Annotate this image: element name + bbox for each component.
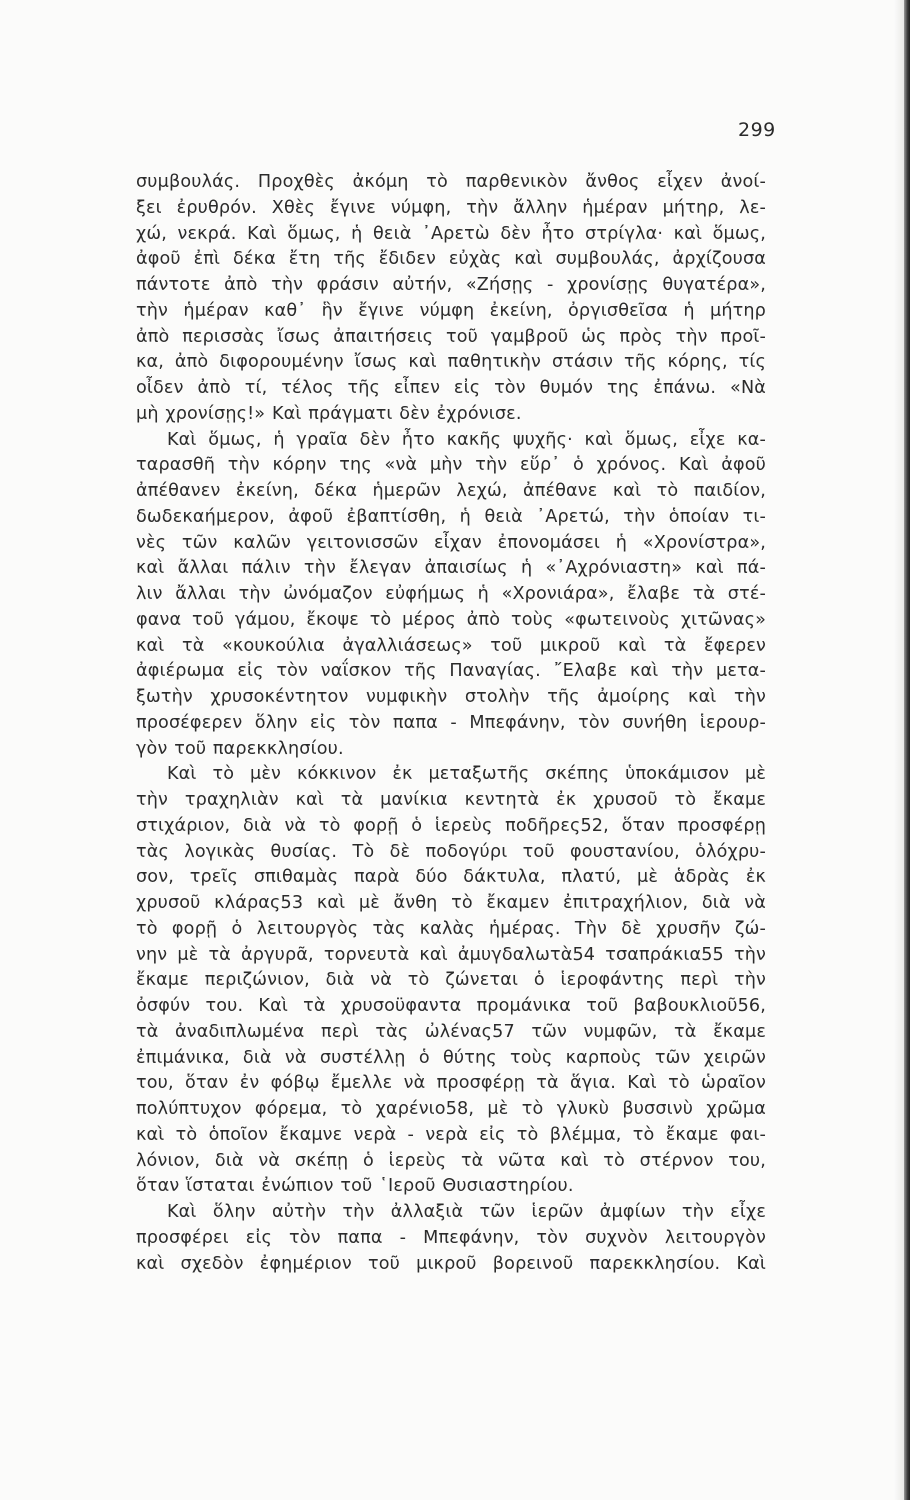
text-line: του, ὅταν ἐν φόβῳ ἔμελλε νὰ προσφέρῃ τὰ ἅγια. Καὶ τὸ ὡραῖον bbox=[136, 1073, 766, 1094]
text-line: ἀφιέρωμα εἰς τὸν ναΐσκον τῆς Παναγίας. ῎Ελαβε καὶ τὴν μετα- bbox=[136, 661, 766, 682]
text-line: φανα τοῦ γάμου, ἔκοψε τὸ μέρος ἀπὸ τοὺς «φωτεινοὺς χιτῶνας» bbox=[136, 609, 766, 630]
text-line: τὰ ἀναδιπλωμένα περὶ τὰς ὠλένας57 τῶν νυμφῶν, τὰ ἔκαμε bbox=[136, 1021, 766, 1042]
text-line: προσφέρει εἰς τὸν παπα - Μπεφάνην, τὸν συχνὸν λειτουργὸν bbox=[136, 1227, 766, 1248]
text-line: σον, τρεῖς σπιθαμὰς παρὰ δύο δάκτυλα, πλατύ, μὲ ἁδρὰς ἐκ bbox=[136, 867, 766, 888]
text-line: τὴν ἡμέραν καθ᾿ ἣν ἔγινε νύμφη ἐκείνη, ὀργισθεῖσα ἡ μήτηρ bbox=[136, 300, 766, 321]
text-line: ὅταν ἵσταται ἐνώπιον τοῦ ῾Ιεροῦ Θυσιαστηρίου. bbox=[136, 1176, 574, 1197]
text-line: νην μὲ τὰ ἀργυρᾶ, τορνευτὰ καὶ ἀμυγδαλωτὰ54 τσαπράκια55 τὴν bbox=[136, 944, 766, 965]
page-edge-shadow bbox=[894, 0, 904, 1500]
text-line: τὴν τραχηλιὰν καὶ τὰ μανίκια κεντητὰ ἐκ χρυσοῦ τὸ ἔκαμε bbox=[136, 790, 766, 810]
text-line: ταρασθῆ τὴν κόρην της «νὰ μὴν τὴν εὕρ᾿ ὁ χρόνος. Καὶ ἀφοῦ bbox=[136, 455, 766, 476]
text-line: ἀπὸ περισσὰς ἴσως ἀπαιτήσεις τοῦ γαμβροῦ ὡς πρὸς τὴν προῖ- bbox=[136, 326, 766, 347]
text-line: ἔκαμε περιζώνιον, διὰ νὰ τὸ ζώνεται ὁ ἱεροφάντης περὶ τὴν bbox=[136, 970, 766, 991]
text-line: ὀσφύν του. Καὶ τὰ χρυσοϋφαντα προμάνικα τοῦ βαβουκλιοῦ56, bbox=[136, 996, 766, 1016]
text-line: λόνιον, διὰ νὰ σκέπῃ ὁ ἱερεὺς τὰ νῶτα καὶ τὸ στέρνον του, bbox=[136, 1150, 766, 1171]
text-line: ἀφοῦ ἐπὶ δέκα ἔτη τῆς ἔδιδεν εὐχὰς καὶ συμβουλάς, ἀρχίζουσα bbox=[136, 249, 766, 270]
text-line: Καὶ ὅλην αὐτὴν τὴν ἀλλαξιὰ τῶν ἱερῶν ἀμφίων τὴν εἶχε bbox=[167, 1202, 766, 1222]
text-line: πάντοτε ἀπὸ τὴν φράσιν αὐτήν, «Ζήσῃς - χρονίσῃς θυγατέρα», bbox=[136, 275, 766, 295]
text-line: καὶ τὸ ὁποῖον ἔκαμνε νερὰ - νερὰ εἰς τὸ βλέμμα, τὸ ἔκαμε φαι- bbox=[136, 1124, 766, 1145]
text-line: καὶ τὰ «κουκούλια ἀγαλλιάσεως» τοῦ μικροῦ καὶ τὰ ἔφερεν bbox=[136, 635, 766, 656]
text-line: πολύπτυχον φόρεμα, τὸ χαρένιο58, μὲ τὸ γλυκὺ βυσσινὺ χρῶμα bbox=[136, 1099, 766, 1119]
text-line: μὴ χρονίσῃς!» Καὶ πράγματι δὲν ἐχρόνισε. bbox=[136, 403, 522, 424]
text-line: στιχάριον, διὰ νὰ τὸ φορῇ ὁ ἱερεὺς ποδῆρες52, ὅταν προσφέρῃ bbox=[136, 815, 766, 836]
text-line: ἀπέθανεν ἐκείνη, δέκα ἡμερῶν λεχώ, ἀπέθανε καὶ τὸ παιδίον, bbox=[136, 481, 766, 501]
text-line: Καὶ ὅμως, ἡ γραῖα δὲν ἦτο κακῆς ψυχῆς· καὶ ὅμως, εἶχε κα- bbox=[167, 429, 766, 450]
text-line: τὰς λογικὰς θυσίας. Τὸ δὲ ποδογύρι τοῦ φουστανίου, ὁλόχρυ- bbox=[136, 841, 766, 862]
text-line: ἐπιμάνικα, διὰ νὰ συστέλλῃ ὁ θύτης τοὺς καρποὺς τῶν χειρῶν bbox=[136, 1047, 766, 1068]
text-line: χώ, νεκρά. Καὶ ὅμως, ἡ θειὰ ᾿Αρετὼ δὲν ἦτο στρίγλα· καὶ ὅμως, bbox=[136, 223, 766, 244]
text-line: νὲς τῶν καλῶν γειτονισσῶν εἶχαν ἐπονομάσει ἡ «Χρονίστρα», bbox=[136, 532, 766, 553]
text-line: λιν ἄλλαι τὴν ὠνόμαζον εὐφήμως ἡ «Χρονιάρα», ἔλαβε τὰ στέ- bbox=[136, 584, 766, 604]
text-line: ξωτὴν χρυσοκέντητον νυμφικὴν στολὴν τῆς ἀμοίρης καὶ τὴν bbox=[136, 687, 766, 707]
page-number: 299 bbox=[738, 119, 776, 141]
body-text bbox=[136, 170, 766, 1277]
text-line: κα, ἀπὸ διφορουμένην ἴσως καὶ παθητικὴν στάσιν τῆς κόρης, τίς bbox=[136, 352, 766, 373]
page-edge-strip bbox=[904, 0, 910, 1500]
text-line: συμβουλάς. Προχθὲς ἀκόμη τὸ παρθενικὸν ἄνθος εἶχεν ἀνοί- bbox=[136, 172, 766, 192]
text-line: καὶ ἄλλαι πάλιν τὴν ἔλεγαν ἀπαισίως ἡ «᾿Αχρόνιαστη» καὶ πά- bbox=[136, 558, 766, 579]
text-line: προσέφερεν ὅλην εἰς τὸν παπα - Μπεφάνην, τὸν συνήθη ἱερουρ- bbox=[136, 712, 766, 733]
text-line: ξει ἐρυθρόν. Χθὲς ἔγινε νύμφη, τὴν ἄλλην ἡμέραν μήτηρ, λε- bbox=[136, 197, 766, 218]
text-line: γὸν τοῦ παρεκκλησίου. bbox=[136, 738, 344, 759]
text-line: Καὶ τὸ μὲν κόκκινον ἐκ μεταξωτῆς σκέπης ὑποκάμισον μὲ bbox=[167, 764, 766, 785]
text-line: τὸ φορῇ ὁ λειτουργὸς τὰς καλὰς ἡμέρας. Τὴν δὲ χρυσῆν ζώ- bbox=[136, 918, 766, 939]
text-line: δωδεκαήμερον, ἀφοῦ ἐβαπτίσθη, ἡ θειὰ ᾿Αρετώ, τὴν ὁποίαν τι- bbox=[136, 506, 766, 527]
text-line: οἶδεν ἀπὸ τί, τέλος τῆς εἶπεν εἰς τὸν θυμόν της ἐπάνω. «Νὰ bbox=[136, 378, 766, 398]
text-line: καὶ σχεδὸν ἐφημέριον τοῦ μικροῦ βορεινοῦ παρεκκλησίου. Καὶ bbox=[136, 1253, 766, 1274]
text-line: χρυσοῦ κλάρας53 καὶ μὲ ἄνθη τὸ ἔκαμεν ἐπιτραχήλιον, διὰ νὰ bbox=[136, 893, 766, 913]
